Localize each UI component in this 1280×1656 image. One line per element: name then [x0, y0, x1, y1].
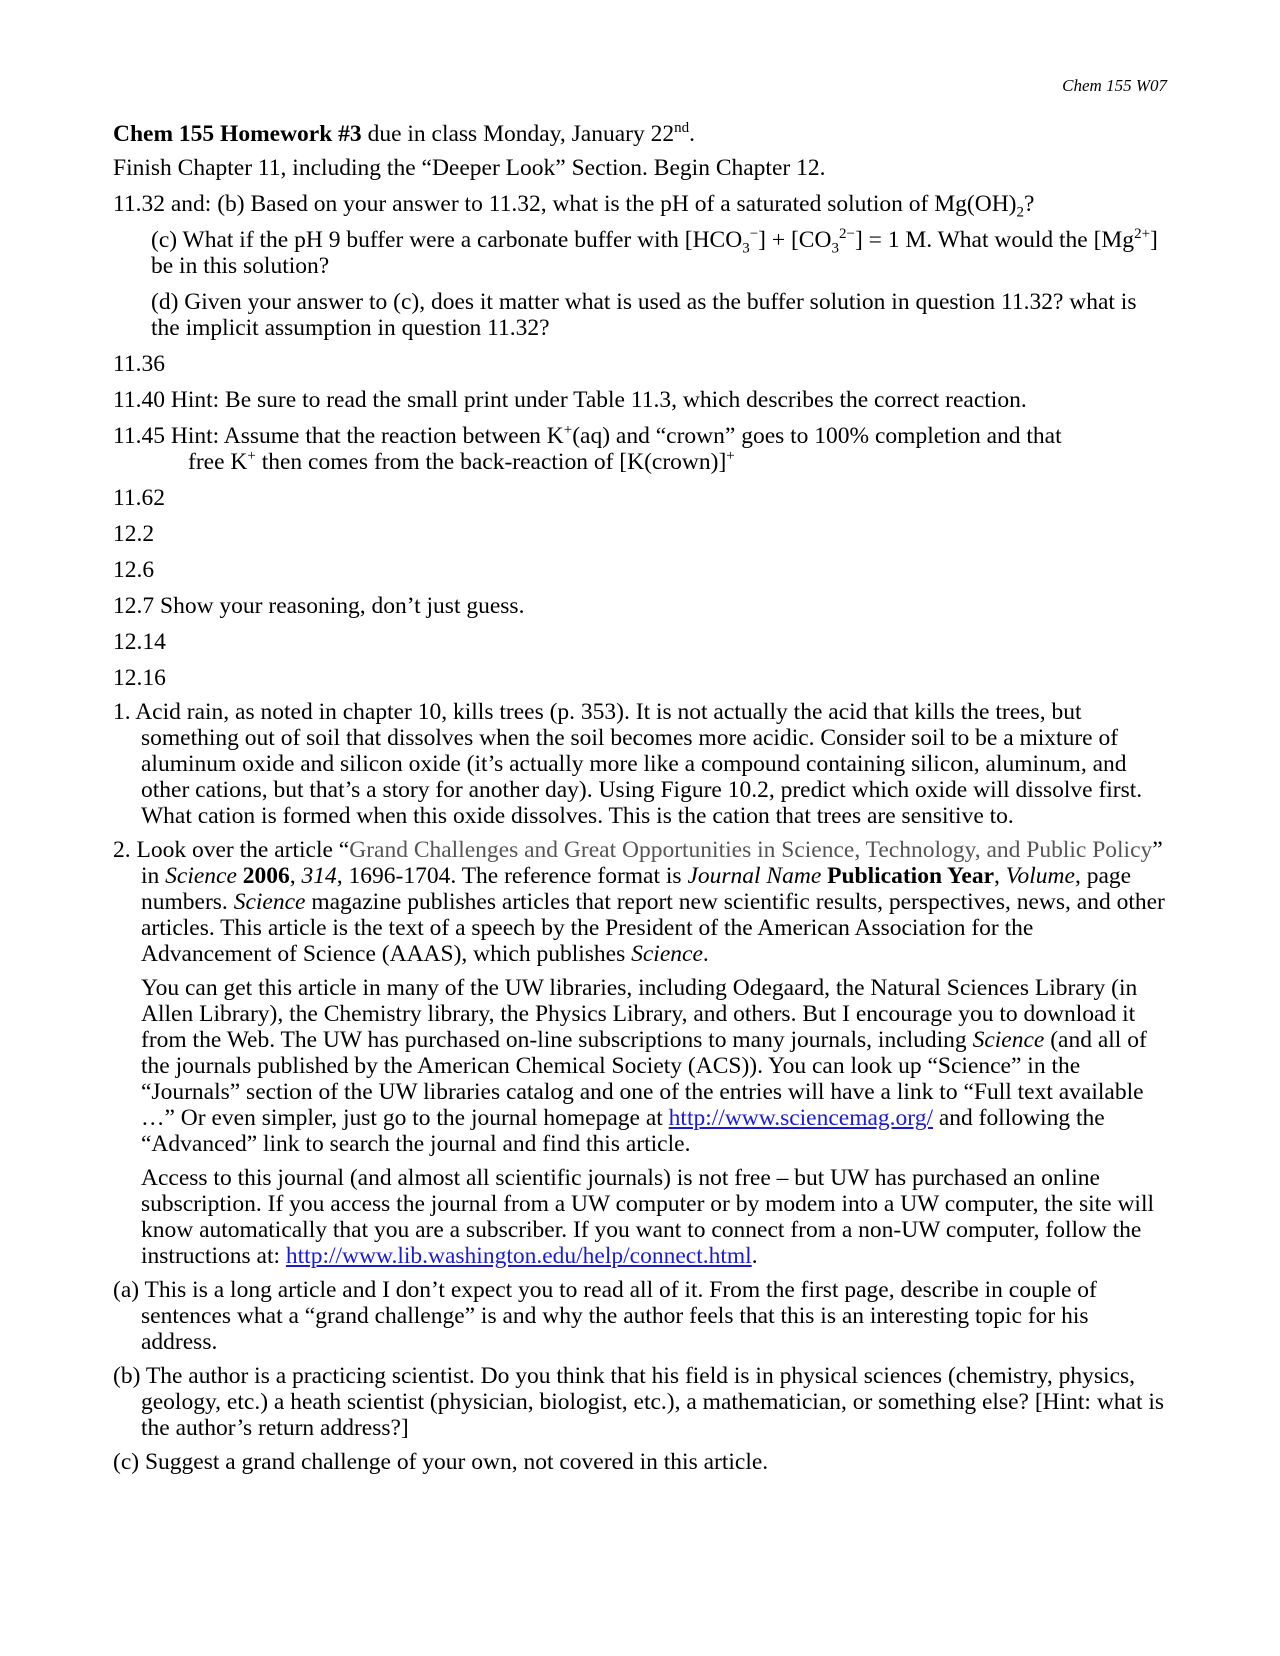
item2-text-d: , 1696-1704. The reference format is: [336, 863, 688, 889]
question-11-40: 11.40 Hint: Be sure to read the small print under Table 11.3, which describes the correct reaction.: [113, 387, 1027, 413]
title-bold: Chem 155 Homework #3: [113, 121, 362, 147]
item-2-subscription-paragraph: [113, 1165, 1168, 1269]
question-11-32-b: [113, 191, 1168, 221]
format-publication-year: Publication Year: [827, 863, 995, 889]
title-rest: due in class Monday, January 22: [367, 121, 675, 147]
page-title: [113, 121, 1168, 147]
q1145-text-b: (aq) and “crown” goes to 100% completion and that: [572, 423, 1062, 449]
q1132-c-text-2: ] + [CO: [758, 227, 832, 253]
question-11-45: [113, 423, 1168, 475]
item2-p2-text-a: You can get this article in many of the UW libraries, including Odegaard, the Natural Sciences Library (in Allen Library), the Chemistry library, the Physics Library, and others. But I encourage you to download it from the Web. The UW has purchased on-line subscriptions to many journals, including: [141, 975, 1138, 1053]
question-11-62: 11.62: [113, 485, 166, 511]
item2-p3-text-b: .: [751, 1243, 758, 1269]
format-journal-name: Journal Name: [687, 863, 822, 889]
question-11-32-d: (d) Given your answer to (c), does it matter what is used as the buffer solution in question 11.32? what is the implicit assumption in question 11.32?: [151, 289, 1137, 341]
q1145-sup-3: +: [726, 448, 735, 465]
item2-text-h: .: [702, 941, 709, 967]
title-end: .: [689, 121, 695, 147]
journal-name: Science: [165, 863, 237, 889]
course-header: Chem 155 W07: [1062, 76, 1167, 95]
question-12-16: 12.16: [113, 665, 166, 691]
question-12-7: 12.7 Show your reasoning, don’t just guess.: [113, 593, 525, 619]
q1132-c-sup-1: −: [749, 226, 759, 243]
question-11-36: 11.36: [113, 351, 166, 377]
homework-content: [113, 121, 1168, 1483]
q1132-b-end: ?: [1024, 191, 1035, 217]
item-2-access-paragraph: [113, 975, 1168, 1157]
question-12-2: 12.2: [113, 521, 155, 547]
question-11-32-c: [113, 227, 1168, 279]
science-italic-1: Science: [233, 889, 306, 915]
item2-text-a: 2. Look over the article “: [113, 837, 350, 863]
item-2-article: [113, 837, 1168, 967]
science-italic-2: Science: [631, 941, 703, 967]
q1132-b-text: 11.32 and: (b) Based on your answer to 11.32, what is the pH of a saturated solution of Mg(OH): [113, 191, 1017, 217]
item2-text-f: , page numbers.: [141, 863, 1132, 915]
item-1-acid-rain: 1. Acid rain, as noted in chapter 10, kills trees (p. 353). It is not actually the acid that kills the trees, but something out of soil that dissolves when the soil becomes more acidic. Consider soil to be a mixture of aluminum oxide and silicon oxide (it’s actually more like a compound containing silicon, aluminum, and other cations, but that’s a story for another day). Using Figure 10.2, predict which oxide will dissolve first. What cation is formed when this oxide dissolves. This is the cation that trees are sensitive to.: [113, 699, 1143, 829]
q1132-c-sub-2: 3: [831, 240, 839, 257]
q1132-c-text-4: ] be in this solution?: [151, 227, 1158, 279]
item2-text-b: ” in: [141, 837, 1163, 889]
item2-text-c: ,: [289, 863, 302, 889]
article-volume: 314: [301, 863, 337, 889]
q1132-c-text-3: ] = 1 M. What would the [Mg: [854, 227, 1135, 253]
intro-line: Finish Chapter 11, including the “Deeper Look” Section. Begin Chapter 12.: [113, 155, 826, 181]
part-c: (c) Suggest a grand challenge of your own, not covered in this article.: [113, 1449, 769, 1475]
item2-p2-text-c: and following the “Advanced” link to search the journal and find this article.: [141, 1105, 1105, 1157]
article-year: 2006: [242, 863, 290, 889]
sciencemag-link[interactable]: http://www.sciencemag.org/: [668, 1105, 933, 1131]
q1132-c-sub-1: 3: [742, 240, 750, 257]
item2-text-e: ,: [994, 863, 1006, 889]
item2-p2-text-b: (and all of the journals published by the American Chemical Society (ACS)). You can look up “Science” in the “Journals” section of the UW libraries catalog and one of the entries will have a link to “Full text available …” Or even simpler, just go to the journal homepage at: [141, 1027, 1147, 1131]
q1132-c-sup-3: 2+: [1134, 226, 1151, 243]
q1145-continuation: [113, 449, 735, 475]
format-volume: Volume: [1005, 863, 1075, 889]
article-title: Grand Challenges and Great Opportunities in Science, Technology, and Public Policy: [349, 837, 1153, 863]
question-12-6: 12.6: [113, 557, 155, 583]
q1132-c-text-1: (c) What if the pH 9 buffer were a carbonate buffer with [HCO: [151, 227, 743, 253]
q1145-text-c: free K: [188, 449, 248, 475]
part-b: (b) The author is a practicing scientist. Do you think that his field is in physical sciences (chemistry, physics, geology, etc.) a heath scientist (physician, biologist, etc.), a mathematician, or something else? [Hint: what is the author’s return address?]: [113, 1363, 1165, 1441]
q1132-b-sub: 2: [1016, 204, 1024, 221]
science-italic-3: Science: [972, 1027, 1045, 1053]
question-12-14: 12.14: [113, 629, 166, 655]
q1145-text-a: 11.45 Hint: Assume that the reaction between K: [113, 423, 564, 449]
part-a: (a) This is a long article and I don’t expect you to read all of it. From the first page, describe in couple of sentences what a “grand challenge” is and why the author feels that this is an interesting topic for his address.: [113, 1277, 1097, 1355]
q1145-sup-1: +: [563, 422, 573, 439]
q1132-c-sup-2: 2−: [838, 226, 855, 243]
title-sup: nd: [674, 120, 690, 137]
item2-p3-text-a: Access to this journal (and almost all scientific journals) is not free – but UW has purchased an online subscription. If you access the journal from a UW computer or by modem into a UW computer, the site will know automatically that you are a subscriber. If you want to connect from a non-UW computer, follow the instructions at:: [141, 1165, 1155, 1269]
uw-library-connect-link[interactable]: http://www.lib.washington.edu/help/connect.html: [285, 1243, 752, 1269]
item2-text-g: magazine publishes articles that report new scientific results, perspectives, news, and other articles. This article is the text of a speech by the President of the American Association for the Advancement of Science (AAAS), which publishes: [141, 889, 1165, 967]
q1145-sup-2: +: [247, 448, 256, 465]
q1145-text-d: then comes from the back-reaction of [K(crown)]: [255, 449, 727, 475]
